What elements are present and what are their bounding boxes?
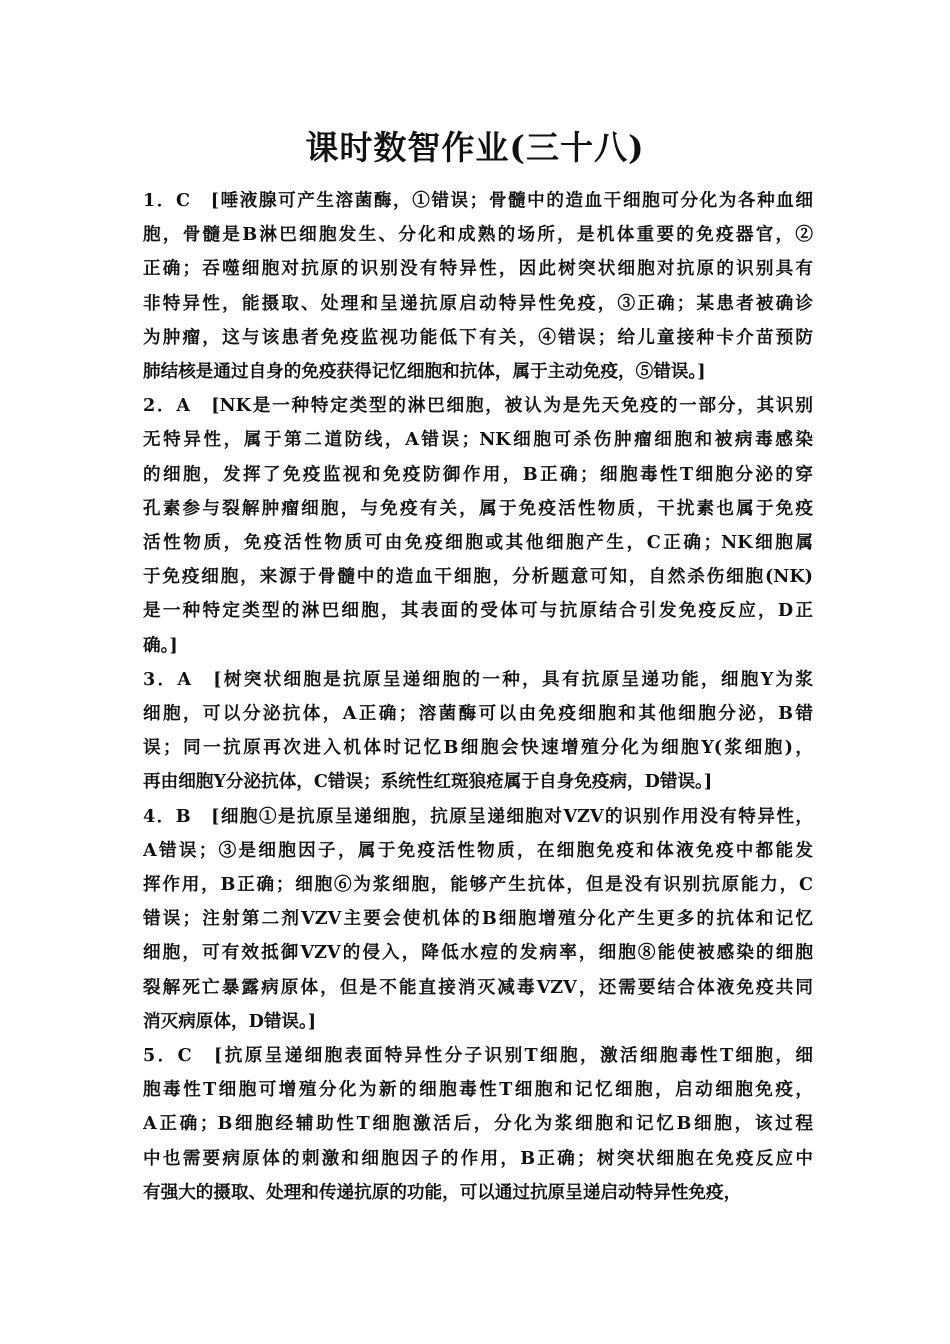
answer-line: 肺结核是通过自身的免疫获得记忆细胞和抗体，属于主动免疫，⑤错误。] (143, 361, 706, 383)
answer-line: 误；同一抗原再次进入机体时记忆B细胞会快速增殖分化为细胞Y(浆细胞)， (143, 737, 813, 759)
answer-line: 再由细胞Y分泌抗体，C错误；系统性红斑狼疮属于自身免疫病，D错误。] (143, 771, 713, 793)
answer-line: 错误；注射第二剂VZV主要会使机体的B细胞增殖分化产生更多的抗体和记忆 (143, 908, 813, 930)
answer-line: 非特异性，能摄取、处理和呈递抗原启动特异性免疫，③正确；某患者被确诊 (143, 292, 813, 314)
answer-line: A正确；B细胞经辅助性T细胞激活后，分化为浆细胞和记忆B细胞，该过程 (143, 1113, 813, 1135)
answer-line: 3．A [树突状细胞是抗原呈递细胞的一种，具有抗原呈递功能，细胞Y为浆 (143, 668, 813, 690)
answer-line: 有强大的摄取、处理和传递抗原的功能，可以通过抗原呈递启动特异性免疫， (143, 1181, 742, 1203)
answer-item-1 (143, 184, 813, 389)
answer-line: 于免疫细胞，来源于骨髓中的造血干细胞，分析题意可知，自然杀伤细胞(NK) (143, 566, 813, 588)
answer-item-4 (143, 800, 813, 1039)
answer-line: 孔素参与裂解肿瘤细胞，与免疫有关，属于免疫活性物质，干扰素也属于免疫 (143, 497, 813, 519)
answer-line: 胞，骨髓是B淋巴细胞发生、分化和成熟的场所，是机体重要的免疫器官，② (143, 224, 813, 246)
answer-item-3 (143, 663, 813, 800)
answer-line: 消灭病原体，D错误。] (143, 1010, 317, 1032)
answer-line: 细胞，可有效抵御VZV的侵入，降低水痘的发病率，细胞⑧能使被感染的细胞 (143, 942, 813, 964)
answer-item-2 (143, 389, 813, 663)
answer-line: 的细胞，发挥了免疫监视和免疫防御作用，B正确；细胞毒性T细胞分泌的穿 (143, 463, 813, 485)
answer-line: 为肿瘤，这与该患者免疫监视功能低下有关，④错误；给儿童接种卡介苗预防 (143, 326, 813, 348)
answer-line: 5．C [抗原呈递细胞表面特异性分子识别T细胞，激活细胞毒性T细胞，细 (143, 1045, 813, 1067)
answer-line: 活性物质，免疫活性物质可由免疫细胞或其他细胞产生，C正确；NK细胞属 (143, 532, 813, 554)
answer-line: 正确；吞噬细胞对抗原的识别没有特异性，因此树突状细胞对抗原的识别具有 (143, 258, 813, 280)
answer-line: 确。] (143, 634, 178, 656)
document-title: 课时数智作业(三十八) (305, 128, 645, 167)
answer-line: 裂解死亡暴露病原体，但是不能直接消灭减毒VZV，还需要结合体液免疫共同 (143, 976, 813, 998)
answer-line: 胞毒性T细胞可增殖分化为新的细胞毒性T细胞和记忆细胞，启动细胞免疫， (143, 1079, 813, 1101)
answer-line: 挥作用，B正确；细胞⑥为浆细胞，能够产生抗体，但是没有识别抗原能力，C (143, 874, 813, 896)
answer-line: 是一种特定类型的淋巴细胞，其表面的受体可与抗原结合引发免疫反应，D正 (143, 600, 813, 622)
answer-list (143, 184, 813, 1210)
answer-line: 1．C [唾液腺可产生溶菌酶，①错误；骨髓中的造血干细胞可分化为各种血细 (143, 190, 813, 211)
answer-line: 无特异性，属于第二道防线，A错误；NK细胞可杀伤肿瘤细胞和被病毒感染 (143, 429, 813, 451)
answer-line: 2．A [NK是一种特定类型的淋巴细胞，被认为是先天免疫的一部分，其识别 (143, 395, 813, 417)
answer-line: 中也需要病原体的刺激和细胞因子的作用，B正确；树突状细胞在免疫反应中 (143, 1147, 813, 1169)
answer-line: A错误；③是细胞因子，属于免疫活性物质，在细胞免疫和体液免疫中都能发 (143, 839, 813, 861)
answer-line: 细胞，可以分泌抗体，A正确；溶菌酶可以由免疫细胞和其他细胞分泌，B错 (143, 703, 813, 725)
answer-item-5 (143, 1039, 813, 1210)
answer-line: 4．B [细胞①是抗原呈递细胞，抗原呈递细胞对VZV的识别作用没有特异性， (143, 805, 813, 827)
